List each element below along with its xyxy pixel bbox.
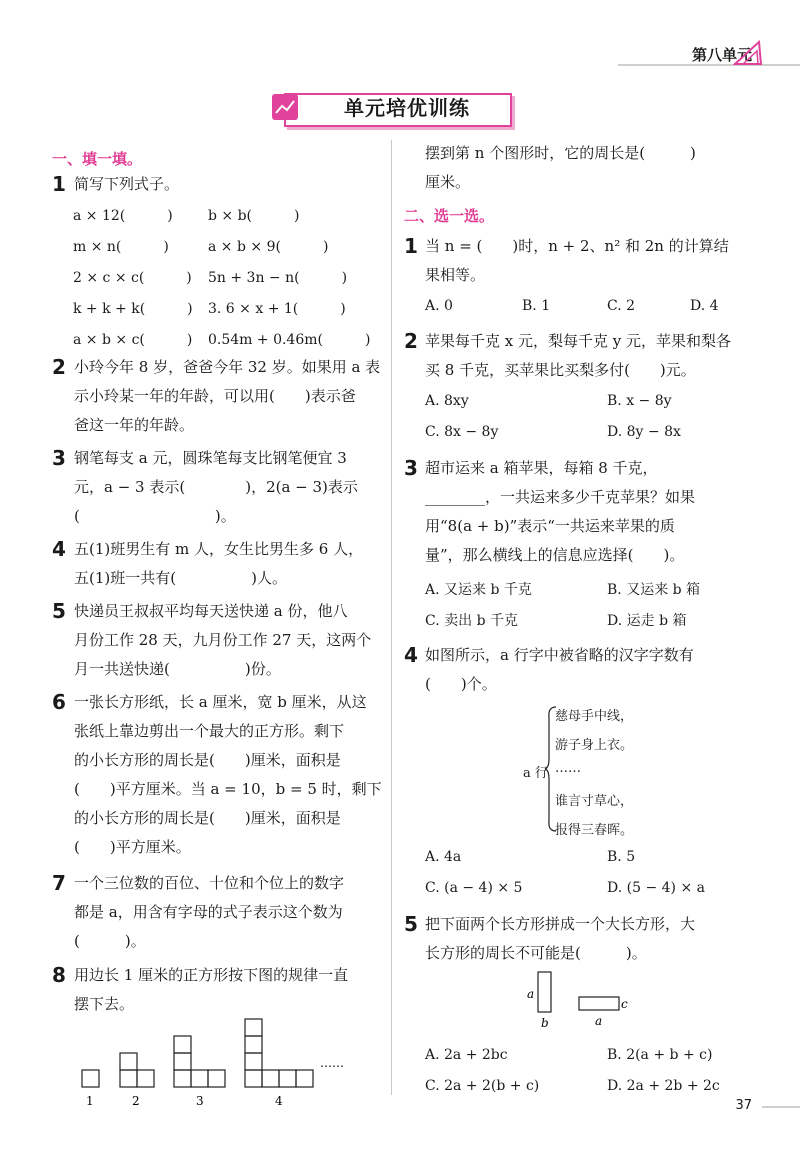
unit-tag: 第八单元: [691, 46, 752, 64]
expression: 0.54m + 0.46m( ): [208, 332, 371, 348]
figure-label: 2: [132, 1094, 140, 1108]
question-line: 的小长方形的周长是( )厘米，面积是: [74, 751, 341, 769]
question-line: 小玲今年 8 岁，爸爸今年 32 岁。如果用 a 表: [74, 358, 381, 376]
question-line: ( )。: [74, 932, 146, 950]
poem-line: 慈母手中线，: [555, 709, 634, 724]
page-number: 37: [735, 1098, 752, 1113]
question-line: 当 n = ( )时，n + 2、n² 和 2n 的计算结: [425, 237, 729, 255]
question-number: 1: [404, 234, 418, 258]
question-line: 的小长方形的周长是( )厘米，面积是: [74, 809, 341, 827]
question-number: 2: [52, 355, 66, 379]
question-number: 4: [52, 537, 66, 561]
question-line: 把下面两个长方形拼成一个大长方形，大: [425, 915, 696, 933]
side-label: c: [621, 997, 628, 1011]
question-line: 月份工作 28 天，九月份工作 27 天，这两个: [74, 631, 372, 649]
question-text: 简写下列式子。: [74, 175, 180, 193]
question-line: 长方形的周长不可能是( )。: [425, 944, 647, 962]
question-line: ( )平方厘米。: [74, 838, 191, 856]
question-line: 爸这一年的年龄。: [74, 416, 195, 434]
question-line: 月一共送快递( )份。: [74, 660, 281, 678]
question-number: 8: [52, 963, 66, 987]
question-line: 钢笔每支 a 元，圆珠笔每支比钢笔便宜 3: [74, 449, 347, 467]
title-text: 单元培优训练: [344, 96, 470, 120]
figure-label: 4: [275, 1094, 283, 1108]
option-b[interactable]: B. 1: [522, 298, 551, 314]
question-line: 买 8 千克，买苹果比买梨多付( )元。: [425, 361, 696, 379]
question-number: 5: [404, 912, 418, 936]
expression: 5n + 3n − n( ): [208, 270, 348, 286]
question-line: 用“8(a + b)”表示“一共运来苹果的质: [425, 517, 675, 535]
question-line: ( )平方厘米。当 a = 10，b = 5 时，剩下: [74, 780, 382, 798]
question-number: 6: [52, 690, 66, 714]
question-line: 苹果每千克 x 元，梨每千克 y 元，苹果和梨各: [425, 332, 732, 350]
poem-label: a 行: [523, 766, 548, 781]
question-line: 五(1)班一共有( )人。: [74, 569, 287, 587]
option-d[interactable]: D. 运走 b 箱: [607, 613, 687, 629]
option-d[interactable]: D. 2a + 2b + 2c: [607, 1078, 720, 1094]
question-line: 都是 a，用含有字母的式子表示这个数为: [74, 903, 343, 921]
question-line: 摆下去。: [74, 995, 135, 1013]
option-c[interactable]: C. 卖出 b 千克: [425, 613, 518, 629]
expression: a × b × c( ): [73, 332, 193, 348]
question-line: ________，一共运来多少千克苹果？如果: [425, 488, 696, 506]
question-line: 果相等。: [425, 266, 486, 284]
question-line: 超市运来 a 箱苹果，每箱 8 千克，: [425, 459, 658, 477]
chart-icon: [272, 94, 298, 120]
option-a[interactable]: A. 8xy: [425, 393, 469, 409]
question-line: 用边长 1 厘米的正方形按下图的规律一直: [74, 966, 349, 984]
expression: a × 12( ): [73, 208, 173, 224]
page-title: [272, 90, 512, 128]
question-number: 3: [52, 446, 66, 470]
column-divider: [391, 140, 392, 1095]
ruler-icon: [733, 38, 763, 66]
option-b[interactable]: B. 又运来 b 箱: [607, 582, 701, 598]
figure-label: 1: [86, 1094, 94, 1108]
question-line: 示小玲某一年的年龄，可以用( )表示爸: [74, 387, 356, 405]
option-c[interactable]: C. 8x − 8y: [425, 424, 499, 440]
expression: a × b × 9( ): [208, 239, 329, 255]
question-number: 5: [52, 599, 66, 623]
option-d[interactable]: D. 4: [690, 298, 719, 314]
question-line: 一个三位数的百位、十位和个位上的数字: [74, 874, 345, 892]
question-line: 一张长方形纸，长 a 厘米，宽 b 厘米，从这: [74, 693, 367, 711]
question-line: 五(1)班男生有 m 人，女生比男生多 6 人，: [74, 540, 364, 558]
poem-line: 谁言寸草心，: [555, 794, 634, 809]
question-number: 1: [52, 172, 66, 196]
option-a[interactable]: A. 4a: [425, 849, 462, 865]
question-number: 3: [404, 456, 418, 480]
question-line: 厘米。: [425, 173, 471, 191]
option-a[interactable]: A. 又运来 b 千克: [425, 582, 532, 598]
question-number: 2: [404, 329, 418, 353]
option-a[interactable]: A. 0: [425, 298, 453, 314]
figure-ellipsis: ……: [320, 1056, 344, 1070]
question-line: 元，a − 3 表示( )，2(a − 3)表示: [74, 478, 358, 496]
expression: 2 × c × c( ): [73, 270, 192, 286]
footer-rule: [762, 1106, 800, 1108]
question-line: 量”，那么横线上的信息应选择( )。: [425, 546, 685, 564]
option-d[interactable]: D. 8y − 8x: [607, 424, 681, 440]
poem-line: 游子身上衣。: [555, 738, 634, 753]
option-a[interactable]: A. 2a + 2bc: [425, 1047, 508, 1063]
poem-line: ……: [555, 761, 581, 776]
side-label: a: [527, 987, 535, 1001]
question-line: ( )。: [74, 507, 236, 525]
option-c[interactable]: C. 2a + 2(b + c): [425, 1078, 540, 1094]
option-d[interactable]: D. (5 − 4) × a: [607, 880, 705, 896]
square-pattern-figure: [70, 1015, 370, 1110]
question-line: 摆到第 n 个图形时，它的周长是( ): [425, 144, 696, 162]
poem-line: 报得三春晖。: [555, 823, 634, 838]
option-b[interactable]: B. x − 8y: [607, 393, 672, 409]
question-number: 4: [404, 643, 418, 667]
expression: m × n( ): [73, 239, 169, 255]
header-rule: [618, 64, 800, 66]
expression: 3. 6 × x + 1( ): [208, 301, 346, 317]
option-b[interactable]: B. 2(a + b + c): [607, 1047, 713, 1063]
option-c[interactable]: C. (a − 4) × 5: [425, 880, 523, 896]
side-label: a: [595, 1014, 603, 1028]
question-line: 如图所示，a 行字中被省略的汉字字数有: [425, 646, 694, 664]
option-c[interactable]: C. 2: [607, 298, 636, 314]
question-line: ( )个。: [425, 675, 497, 693]
question-line: 快递员王叔叔平均每天送快递 a 份，他八: [74, 602, 348, 620]
question-number: 7: [52, 871, 66, 895]
expression: b × b( ): [208, 208, 300, 224]
side-label: b: [541, 1016, 549, 1030]
rectangles-figure: [522, 970, 634, 1032]
question-line: 张纸上靠边剪出一个最大的正方形。剩下: [74, 722, 345, 740]
figure-label: 3: [196, 1094, 204, 1108]
section-choose: 二、选一选。: [404, 207, 495, 225]
option-b[interactable]: B. 5: [607, 849, 636, 865]
section-fill-in: 一、填一填。: [52, 150, 143, 168]
expression: k + k + k( ): [73, 301, 193, 317]
